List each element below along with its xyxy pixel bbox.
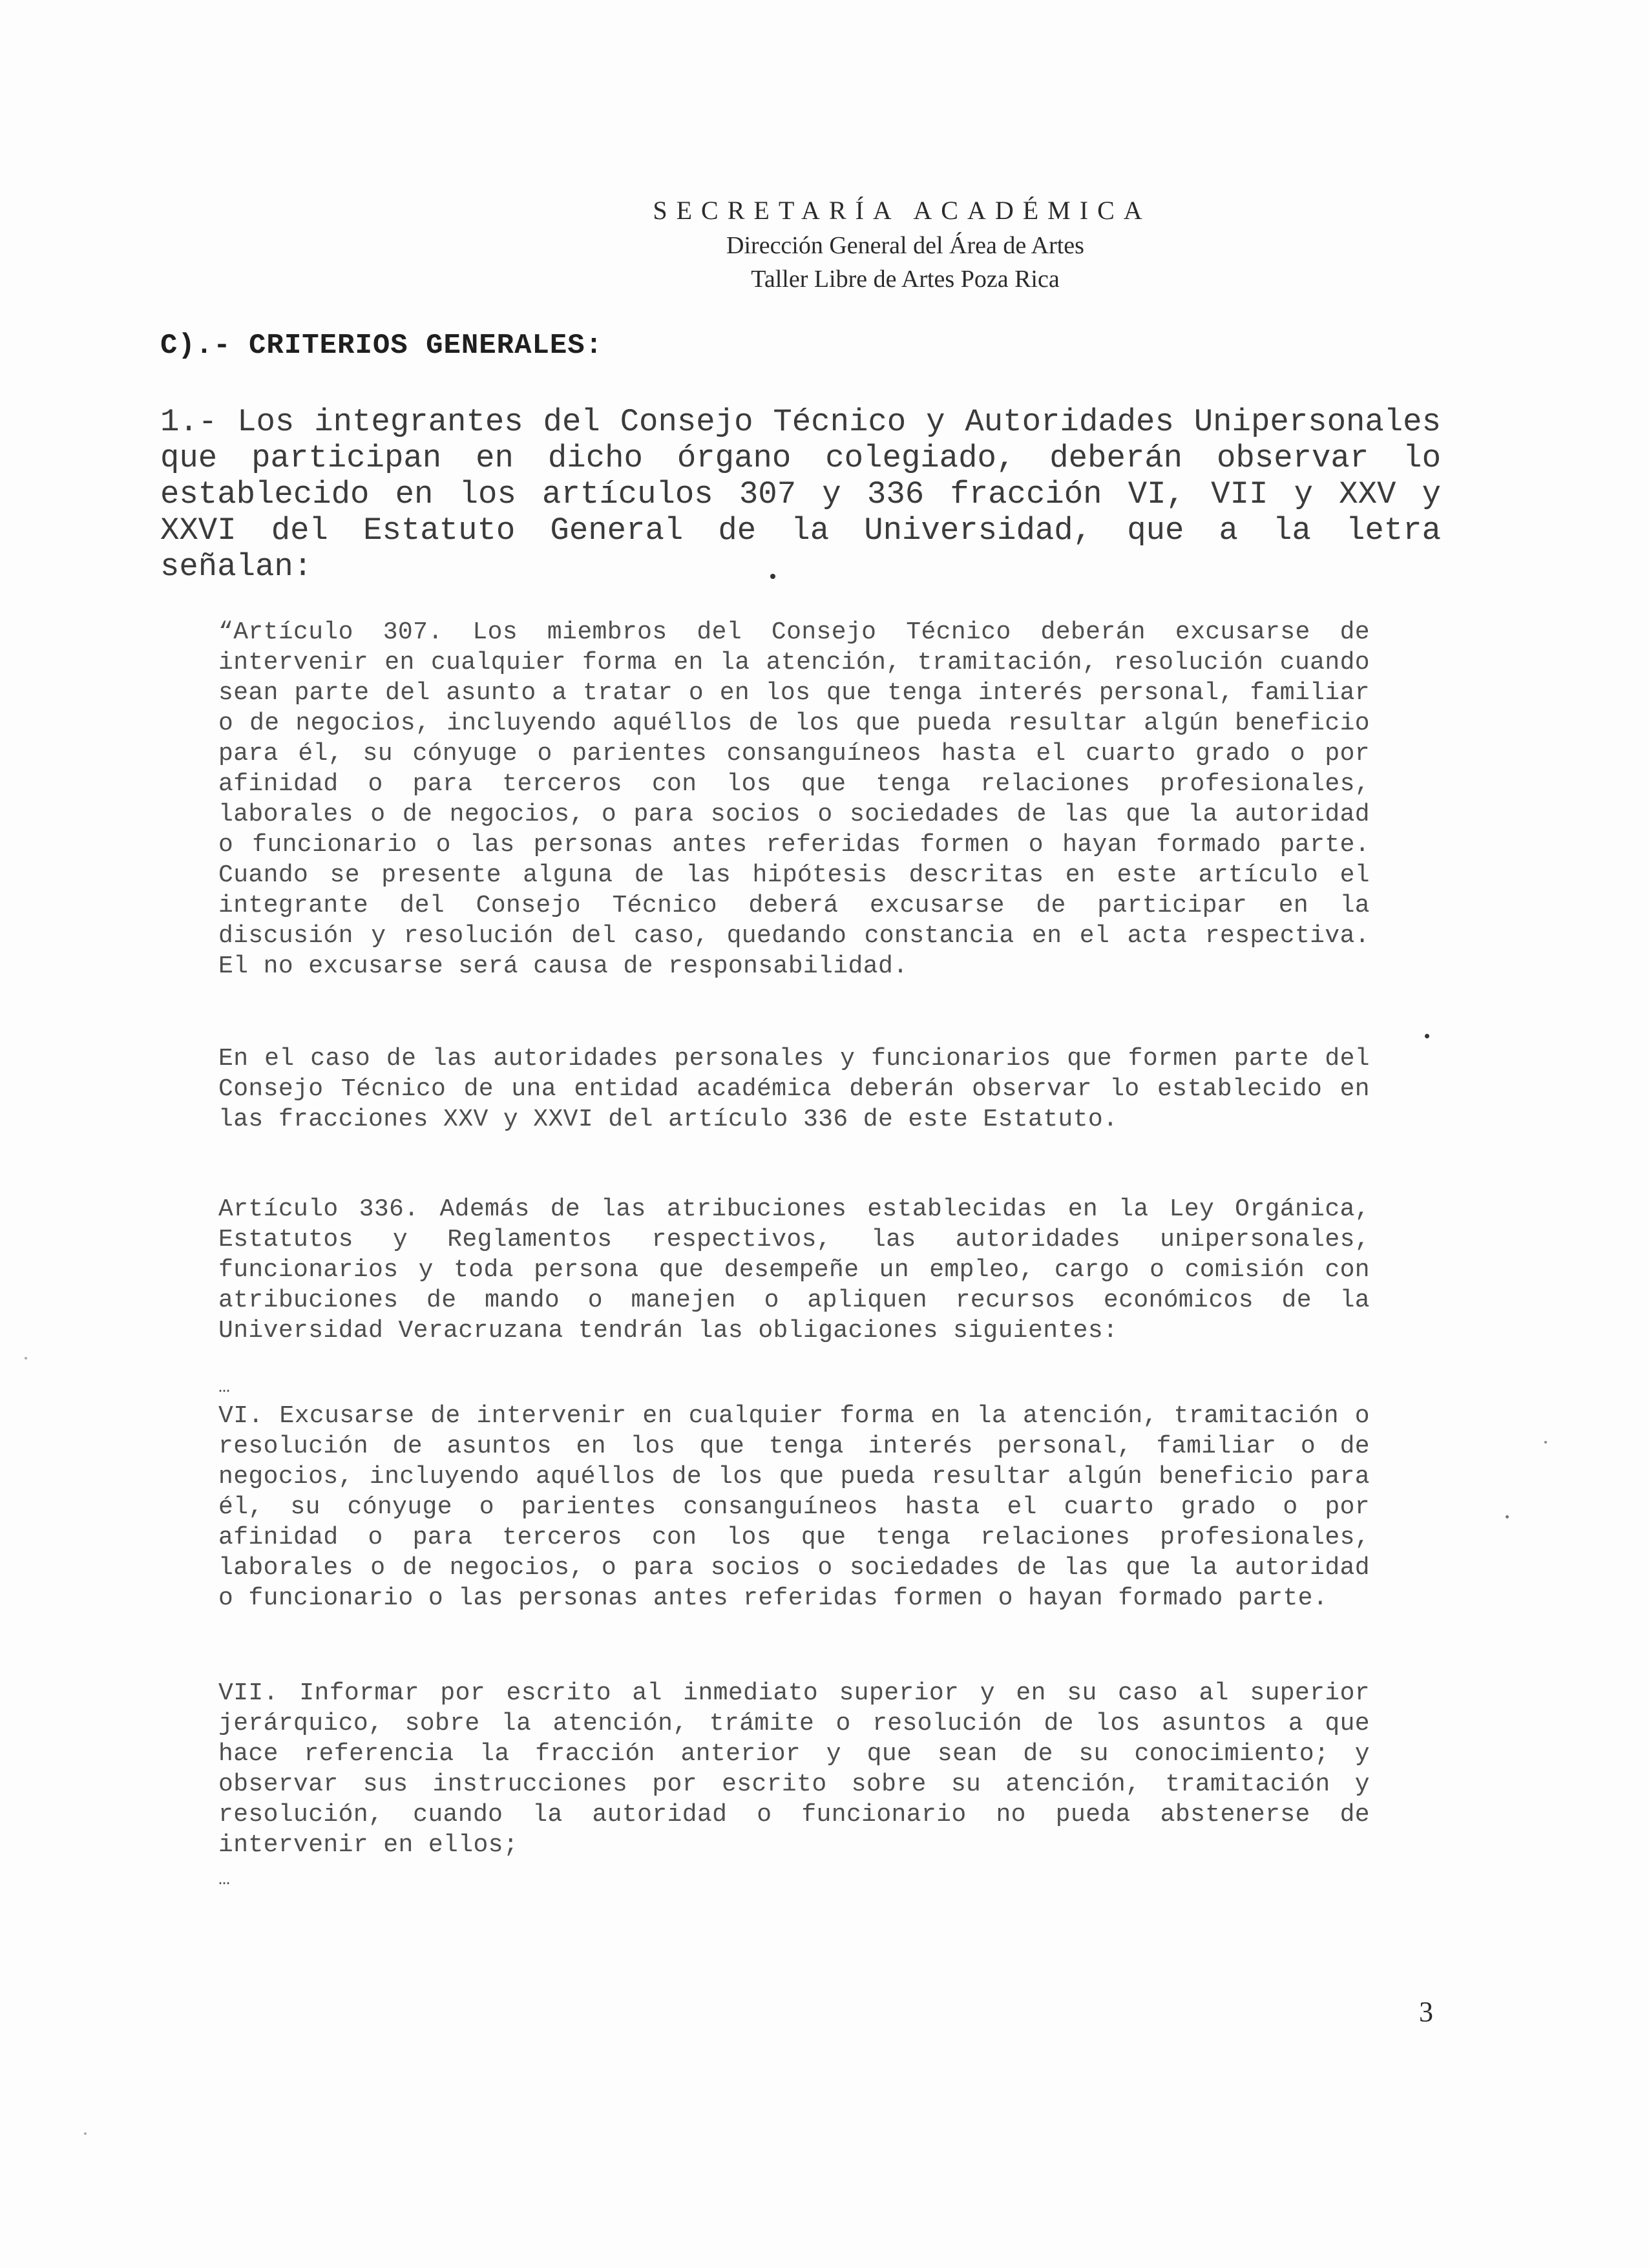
fraccion-vi-text: VI. Excusarse de intervenir en cualquier forma en la atención, tramitación o resolución de asuntos en los que tenga interés personal, familiar o de negocios, incluyendo aquéllos de los que pueda resultar algún beneficio para él, su cónyuge o parientes consanguíneos hasta el cuarto grado o por afinidad o para terceros con los que tenga relaciones profesionales, laborales o de negocios, o para socios o sociedades de las que la autoridad o funcionario o las personas antes referidas formen o hayan formado parte. (218, 1402, 1370, 1612)
scan-speck (1544, 1441, 1547, 1444)
fraccion-vi-quote (218, 1401, 1370, 1613)
ellipsis-marker: … (218, 1376, 231, 1398)
letterhead (0, 193, 1649, 296)
section-title: C).- CRITERIOS GENERALES: (160, 330, 604, 362)
scan-speck (25, 1357, 27, 1360)
scan-speck (770, 574, 775, 579)
direccion-heading: Dirección General del Área de Artes (726, 232, 1084, 259)
scan-speck (84, 2132, 87, 2135)
secretaria-heading: SECRETARÍA ACADÉMICA (653, 196, 1151, 225)
scan-speck (1506, 1515, 1509, 1518)
ellipsis-marker: … (218, 1869, 231, 1891)
article-336-text: Artículo 336. Además de las atribuciones establecidas en la Ley Orgánica, Estatutos y Reglamentos respectivos, las autoridades unipersonales, funcionarios y toda persona que desempeñe un empleo, cargo o comisión con atribuciones de mando o manejen o apliquen recursos económicos de la Universidad Veracruzana tendrán las obligaciones siguientes: (218, 1195, 1370, 1345)
article-307-quote (218, 617, 1370, 982)
scan-speck (1425, 1034, 1429, 1038)
autoridades-text: En el caso de las autoridades personales y funcionarios que formen parte del Consejo Técnico de una entidad académica deberán observar lo establecido en las fracciones XXV y XXVI del artículo 336 de este Estatuto. (218, 1045, 1370, 1133)
autoridades-quote (218, 1044, 1370, 1135)
fraccion-vii-text: VII. Informar por escrito al inmediato superior y en su caso al superior jerárquico, sobre la atención, trámite o resolución de los asuntos a que hace referencia la fracción anterior y que sean de su conocimiento; y observar sus instrucciones por escrito sobre su atención, tramitación y resolución, cuando la autoridad o funcionario no pueda abstenerse de intervenir en ellos; (218, 1679, 1370, 1859)
fraccion-vii-quote (218, 1678, 1370, 1860)
page-number: 3 (1419, 1996, 1433, 2028)
intro-paragraph: 1.- Los integrantes del Consejo Técnico y Autoridades Unipersonales que participan en dicho órgano colegiado, deberán observar lo establecido en los artículos 307 y 336 fracción VI, VII y XXV y XXVI del Estatuto General de la Universidad, que a la letra señalan: (160, 404, 1441, 585)
taller-heading: Taller Libre de Artes Poza Rica (751, 266, 1060, 293)
article-307-text: “Artículo 307. Los miembros del Consejo Técnico deberán excusarse de intervenir en cualquier forma en la atención, tramitación, resolución cuando sean parte del asunto a tratar o en los que tenga interés personal, familiar o de negocios, incluyendo aquéllos de los que pueda resultar algún beneficio para él, su cónyuge o parientes consanguíneos hasta el cuarto grado o por afinidad o para terceros con los que tenga relaciones profesionales, laborales o de negocios, o para socios o sociedades de las que la autoridad o funcionario o las personas antes referidas formen o hayan formado parte. Cuando se presente alguna de las hipótesis descritas en este artículo el integrante del Consejo Técnico deberá excusarse de participar en la discusión y resolución del caso, quedando constancia en el acta respectiva. El no excusarse será causa de responsabilidad. (218, 618, 1370, 980)
article-336-quote (218, 1194, 1370, 1346)
